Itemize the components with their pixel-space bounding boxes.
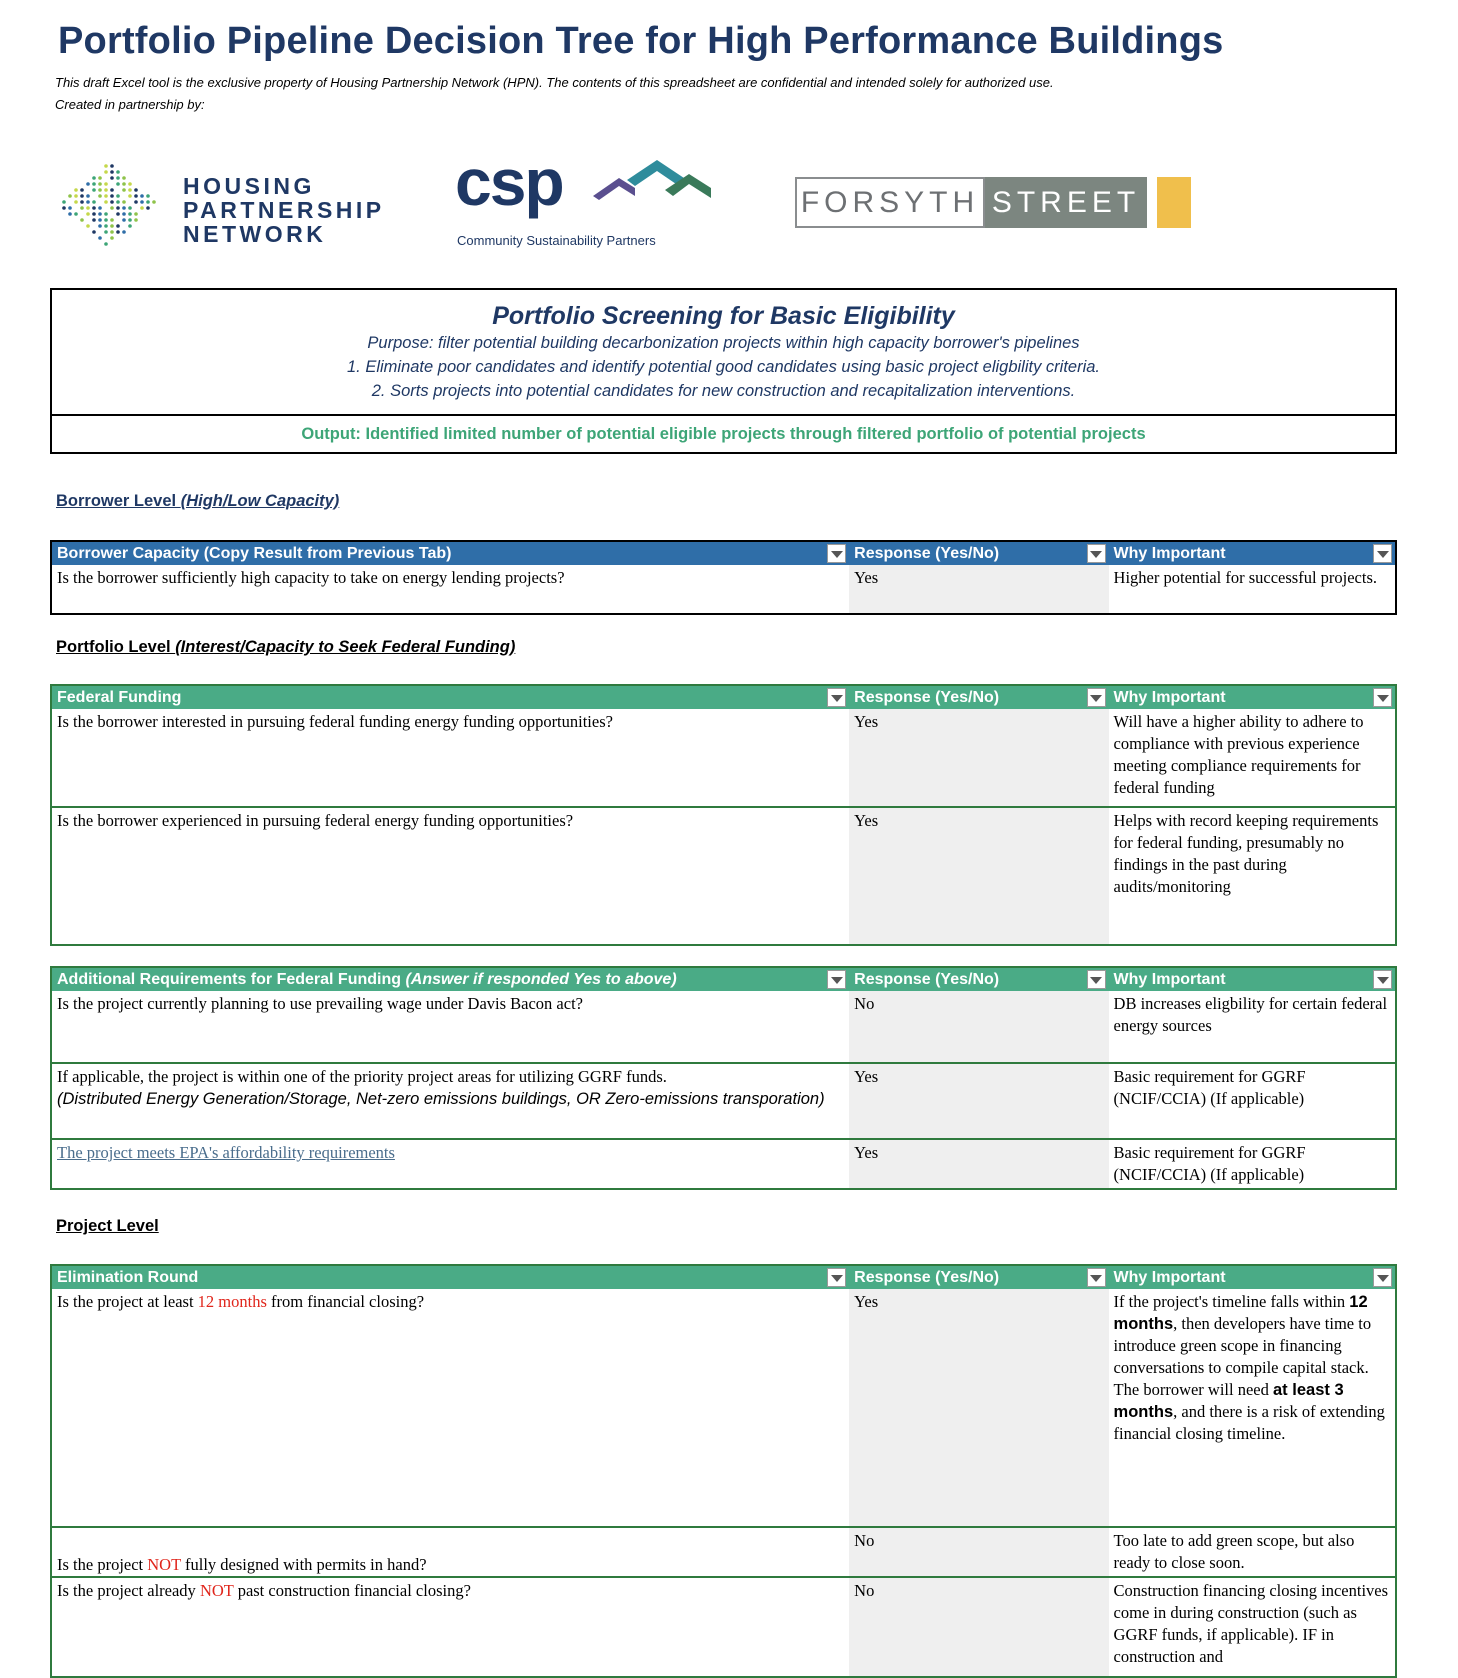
hpn-dot — [80, 218, 84, 222]
response-column-header: Response (Yes/No) — [849, 967, 1108, 991]
filter-dropdown-icon[interactable] — [1373, 688, 1392, 707]
filter-dropdown-icon[interactable] — [827, 688, 846, 707]
hpn-dot — [104, 212, 108, 216]
hpn-dot — [110, 224, 114, 228]
why-important-cell: Helps with record keeping requirements for federal funding, presumably no findings in the past during audits/monitoring — [1109, 807, 1396, 945]
hpn-dot — [140, 194, 144, 198]
hpn-dot — [110, 230, 114, 234]
hpn-dot — [92, 230, 96, 234]
hpn-dot — [62, 206, 66, 210]
hpn-dot — [110, 206, 114, 210]
why-important-cell: Higher potential for successful projects. — [1113, 568, 1378, 587]
hpn-dots-icon — [58, 160, 163, 250]
hpn-dot — [110, 194, 114, 198]
why-important-column-header: Why Important — [1109, 685, 1396, 709]
hpn-logo-line2: PARTNERSHIP — [183, 197, 385, 223]
hpn-dot — [68, 194, 72, 198]
hpn-dot — [98, 188, 102, 192]
hpn-dot — [74, 212, 78, 216]
hpn-dot — [104, 170, 108, 174]
why-important-cell: Too late to add green scope, but also ready to close soon. — [1109, 1527, 1396, 1577]
gold-bar — [1157, 177, 1191, 228]
borrower-capacity-header: Borrower Capacity (Copy Result from Previous Tab) — [51, 541, 849, 565]
forsyth-street-logo — [795, 177, 1195, 228]
response-cell[interactable]: Yes — [849, 709, 1108, 807]
filter-dropdown-icon[interactable] — [1373, 544, 1392, 563]
hpn-dot — [86, 182, 90, 186]
why-important-column-header: Why Important — [1109, 1265, 1396, 1289]
hpn-dot — [86, 206, 90, 210]
hpn-dot — [98, 212, 102, 216]
hpn-dot — [104, 182, 108, 186]
filter-dropdown-icon[interactable] — [1087, 970, 1106, 989]
project-level-label: Project Level — [56, 1217, 159, 1235]
hpn-dot — [80, 200, 84, 204]
question-cell: Is the project already NOT past construction financial closing? — [51, 1577, 849, 1677]
hpn-dot — [74, 188, 78, 192]
disclaimer-text: This draft Excel tool is the exclusive property of Housing Partnership Network (HPN). The contents of this spreadsheet are confidential and intended solely for authorized use. — [55, 75, 1054, 90]
screening-step-1: 1. Eliminate poor candidates and identify potential good candidates using basic project eligbility criteria. — [346, 358, 1101, 376]
hpn-dot — [98, 236, 102, 240]
screening-box — [50, 288, 1397, 454]
created-by-text: Created in partnership by: — [55, 97, 205, 112]
question-cell — [51, 1139, 849, 1189]
hpn-dot — [128, 224, 132, 228]
hpn-dot — [104, 218, 108, 222]
hpn-dot — [116, 200, 120, 204]
screening-step-2: 2. Sorts projects into potential candidates for new construction and recapitalization interventions. — [371, 382, 1076, 400]
epa-affordability-link[interactable]: The project meets EPA's affordability requirements — [57, 1143, 395, 1162]
filter-dropdown-icon[interactable] — [1373, 1268, 1392, 1287]
hpn-dot — [122, 218, 126, 222]
hpn-dot — [122, 182, 126, 186]
hpn-dot — [74, 194, 78, 198]
why-important-cell: Will have a higher ability to adhere to compliance with previous experience meeting compliance requirements for federal funding — [1113, 712, 1364, 797]
hpn-dot — [80, 206, 84, 210]
hpn-dot — [116, 182, 120, 186]
hpn-dot — [128, 212, 132, 216]
why-important-cell: DB increases eligbility for certain federal energy sources — [1113, 994, 1388, 1035]
hpn-dot — [92, 176, 96, 180]
hpn-dot — [128, 206, 132, 210]
hpn-dot — [152, 200, 156, 204]
hpn-dot — [122, 176, 126, 180]
hpn-dot — [98, 224, 102, 228]
hpn-dot — [62, 200, 66, 204]
response-cell[interactable]: No — [849, 1577, 1108, 1677]
hpn-dot — [104, 200, 108, 204]
hpn-dot — [122, 212, 126, 216]
hpn-dot — [104, 194, 108, 198]
hpn-dot — [110, 218, 114, 222]
hpn-dot — [116, 206, 120, 210]
hpn-dot — [116, 176, 120, 180]
additional-requirements-table — [50, 966, 1397, 1190]
hpn-dot — [110, 164, 114, 168]
additional-requirements-header: Additional Requirements for Federal Funding (Answer if responded Yes to above) — [51, 967, 849, 991]
hpn-dot — [128, 194, 132, 198]
response-column-header: Response (Yes/No) — [849, 541, 1108, 565]
hpn-dot — [116, 194, 120, 198]
hpn-dot — [74, 200, 78, 204]
hpn-dot — [92, 206, 96, 210]
hpn-dot — [86, 212, 90, 216]
hpn-dot — [104, 164, 108, 168]
why-important-cell: Basic requirement for GGRF (NCIF/CCIA) (If applicable) — [1109, 1139, 1396, 1189]
hpn-dot — [98, 218, 102, 222]
hpn-dot — [110, 236, 114, 240]
why-important-column-header: Why Important — [1109, 541, 1396, 565]
response-cell[interactable]: No — [849, 1527, 1108, 1577]
page-title: Portfolio Pipeline Decision Tree for High Performance Buildings — [58, 20, 1224, 62]
response-cell[interactable]: Yes — [849, 1139, 1108, 1189]
hpn-dot — [134, 194, 138, 198]
filter-dropdown-icon[interactable] — [1087, 1268, 1106, 1287]
borrower-capacity-table — [50, 540, 1397, 615]
hpn-dot — [92, 218, 96, 222]
portfolio-level-label: Portfolio Level (Interest/Capacity to Seek Federal Funding) — [56, 638, 516, 656]
hpn-dot — [134, 212, 138, 216]
hpn-dot — [122, 188, 126, 192]
hpn-dot — [140, 206, 144, 210]
hpn-dot — [134, 218, 138, 222]
hpn-dot — [98, 182, 102, 186]
hpn-dot — [110, 170, 114, 174]
hpn-dot — [98, 194, 102, 198]
hpn-dot — [98, 176, 102, 180]
filter-dropdown-icon[interactable] — [1373, 970, 1392, 989]
hpn-dot — [128, 188, 132, 192]
hpn-dot — [110, 188, 114, 192]
question-cell: If applicable, the project is within one of the priority project areas for utilizing GGRF funds. (Distributed Energy Generation/Storage, Net-zero emissions buildings, OR Zero-emissions transporation) — [51, 1063, 849, 1139]
hpn-dot — [68, 212, 72, 216]
csp-roofs-icon — [593, 158, 711, 204]
hpn-dot — [98, 206, 102, 210]
elimination-round-header: Elimination Round — [51, 1265, 849, 1289]
why-important-column-header: Why Important — [1109, 967, 1396, 991]
federal-funding-header: Federal Funding — [51, 685, 849, 709]
question-cell: Is the borrower interested in pursuing federal funding energy funding opportunities? — [57, 712, 613, 731]
question-cell: Is the project NOT fully designed with permits in hand? — [51, 1527, 849, 1577]
hpn-dot — [122, 200, 126, 204]
hpn-dot — [92, 212, 96, 216]
hpn-dot — [80, 188, 84, 192]
hpn-dot — [86, 224, 90, 228]
response-column-header: Response (Yes/No) — [849, 1265, 1108, 1289]
screening-heading: Portfolio Screening for Basic Eligibility — [492, 302, 955, 330]
hpn-dot — [146, 206, 150, 210]
response-cell[interactable]: Yes — [849, 807, 1108, 945]
why-important-cell: Construction financing closing incentives come in during construction (such as GGRF funds, if applicable). IF in construction and — [1109, 1577, 1396, 1677]
why-important-cell: If the project's timeline falls within 12 months, then developers have time to introduce green scope in financing conversations to compile capital stack. The borrower will need at least 3 months, and there is a risk of extending financial closing timeline. — [1113, 1292, 1385, 1443]
response-cell[interactable]: No — [849, 991, 1108, 1063]
hpn-logo-line1: HOUSING — [183, 173, 315, 199]
csp-logo — [455, 145, 715, 255]
hpn-logo — [58, 160, 398, 255]
hpn-dot — [116, 170, 120, 174]
street-word: STREET — [985, 177, 1147, 228]
hpn-dot — [80, 194, 84, 198]
hpn-dot — [92, 200, 96, 204]
hpn-dot — [110, 200, 114, 204]
hpn-dot — [134, 200, 138, 204]
hpn-dot — [68, 206, 72, 210]
hpn-dot — [116, 230, 120, 234]
federal-funding-table — [50, 684, 1397, 946]
hpn-dot — [146, 200, 150, 204]
csp-logo-word: csp — [455, 145, 563, 219]
hpn-dot — [104, 188, 108, 192]
response-cell[interactable]: Yes — [849, 1289, 1108, 1527]
hpn-dot — [122, 206, 126, 210]
hpn-dot — [92, 188, 96, 192]
filter-dropdown-icon[interactable] — [827, 970, 846, 989]
hpn-dot — [110, 176, 114, 180]
filter-dropdown-icon[interactable] — [1087, 544, 1106, 563]
hpn-dot — [122, 230, 126, 234]
screening-output: Output: Identified limited number of potential eligible projects through filtered portfolio of potential projects — [301, 425, 1146, 443]
hpn-dot — [86, 200, 90, 204]
hpn-logo-line3: NETWORK — [183, 221, 327, 247]
csp-logo-subtitle: Community Sustainability Partners — [457, 233, 656, 248]
question-cell: Is the project currently planning to use prevailing wage under Davis Bacon act? — [57, 994, 583, 1013]
response-column-header: Response (Yes/No) — [849, 685, 1108, 709]
hpn-dot — [86, 194, 90, 198]
filter-dropdown-icon[interactable] — [1087, 688, 1106, 707]
hpn-dot — [104, 242, 108, 246]
hpn-dot — [146, 194, 150, 198]
response-cell[interactable]: Yes — [849, 565, 1108, 614]
hpn-dot — [104, 230, 108, 234]
elimination-round-table — [50, 1264, 1397, 1678]
hpn-dot — [128, 182, 132, 186]
filter-dropdown-icon[interactable] — [827, 1268, 846, 1287]
hpn-dot — [104, 224, 108, 228]
response-cell[interactable]: Yes — [849, 1063, 1108, 1139]
why-important-cell: Basic requirement for GGRF (NCIF/CCIA) (If applicable) — [1109, 1063, 1396, 1139]
question-cell: Is the project at least 12 months from financial closing? — [57, 1292, 425, 1311]
filter-dropdown-icon[interactable] — [827, 544, 846, 563]
hpn-dot — [140, 200, 144, 204]
hpn-dot — [128, 218, 132, 222]
hpn-dot — [116, 212, 120, 216]
hpn-dot — [116, 224, 120, 228]
question-cell: Is the borrower sufficiently high capacity to take on energy lending projects? — [57, 568, 565, 587]
hpn-dot — [134, 188, 138, 192]
screening-purpose: Purpose: filter potential building decarbonization projects within high capacity borrower's pipelines — [367, 334, 1080, 352]
question-subtext: (Distributed Energy Generation/Storage, Net-zero emissions buildings, OR Zero-emissions transporation) — [57, 1090, 825, 1108]
borrower-level-label: Borrower Level (High/Low Capacity) — [56, 492, 340, 510]
forsyth-word: FORSYTH — [795, 177, 985, 228]
hpn-dot — [92, 182, 96, 186]
question-cell: Is the borrower experienced in pursuing federal energy funding opportunities? — [51, 807, 849, 945]
